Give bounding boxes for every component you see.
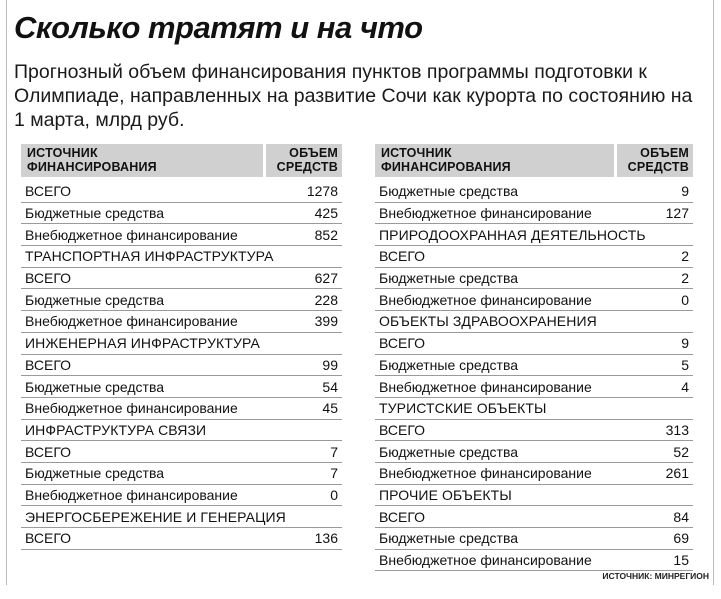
row-label: Бюджетные средства [25, 378, 165, 395]
row-label: Внебюджетное финансирование [379, 465, 592, 482]
table-row [375, 246, 693, 268]
row-label: ВСЕГО [379, 335, 426, 352]
row-label: Внебюджетное финансирование [379, 205, 592, 222]
header-value-column [266, 144, 342, 177]
row-label: ВСЕГО [25, 443, 72, 460]
page-title: Сколько тратят и на что [14, 10, 423, 45]
row-value: 627 [314, 270, 338, 287]
row-label: ПРОЧИЕ ОБЪЕКТЫ [379, 486, 512, 503]
header-source-line2: ФИНАНСИРОВАНИЯ [381, 160, 511, 174]
row-label: Бюджетные средства [25, 291, 165, 308]
row-label: Бюджетные средства [25, 465, 165, 482]
row-value: 9 [681, 335, 689, 352]
row-label: ВСЕГО [25, 183, 72, 200]
row-value: 45 [322, 400, 338, 417]
row-label: ВСЕГО [25, 270, 72, 287]
table-row [21, 485, 342, 507]
row-label: ТУРИСТСКИЕ ОБЪЕКТЫ [379, 400, 547, 417]
row-label: ВСЕГО [379, 248, 426, 265]
table-row [21, 355, 342, 377]
row-value: 4 [681, 378, 689, 395]
table-row [375, 289, 693, 311]
table-row [21, 398, 342, 420]
row-label: Бюджетные средства [379, 443, 519, 460]
row-value: 228 [314, 291, 338, 308]
row-label: Бюджетные средства [25, 205, 165, 222]
table-row [21, 463, 342, 485]
table-row [375, 441, 693, 463]
table-row [375, 355, 693, 377]
table-row [375, 376, 693, 398]
table-row [21, 376, 342, 398]
row-value: 54 [322, 378, 338, 395]
row-label: Внебюджетное финансирование [25, 226, 238, 243]
table-row [375, 181, 693, 203]
row-value: 69 [673, 530, 689, 547]
table-row [375, 528, 693, 550]
table-row [375, 550, 693, 572]
subtitle: Прогнозный объем финансирования пунктов программы подготовки к Олимпиаде, направленных на развитие Сочи как курорта по состоянию на 1 марта, млрд руб. [14, 61, 693, 131]
row-value: 99 [322, 356, 338, 373]
row-value: 313 [665, 421, 689, 438]
row-value: 7 [330, 443, 338, 460]
header-value-column [617, 144, 693, 177]
row-value: 852 [314, 226, 338, 243]
row-label: Бюджетные средства [379, 270, 519, 287]
table-row [21, 181, 342, 203]
row-label: ВСЕГО [25, 530, 72, 547]
category-row [21, 246, 342, 268]
header-source-line2: ФИНАНСИРОВАНИЯ [27, 160, 157, 174]
category-row [375, 485, 693, 507]
table-row [21, 268, 342, 290]
row-value: 2 [681, 248, 689, 265]
funding-table-left [21, 144, 342, 550]
row-value: 2 [681, 270, 689, 287]
row-value: 136 [314, 530, 338, 547]
row-value: 261 [665, 465, 689, 482]
table-row [21, 441, 342, 463]
header-source-column [21, 144, 263, 177]
funding-table-right [375, 144, 693, 571]
row-value: 84 [673, 508, 689, 525]
header-value-line1: ОБЪЕМ [640, 146, 689, 160]
row-value: 15 [673, 552, 689, 569]
header-value-line2: СРЕДСТВ [627, 160, 689, 174]
table-body [21, 181, 342, 550]
row-label: Внебюджетное финансирование [25, 486, 238, 503]
table-row [375, 333, 693, 355]
row-label: ИНФРАСТРУКТУРА СВЯЗИ [25, 421, 207, 438]
row-label: Внебюджетное финансирование [25, 313, 238, 330]
table-row [375, 420, 693, 442]
row-value: 425 [314, 205, 338, 222]
row-label: ЭНЕРГОСБЕРЕЖЕНИЕ И ГЕНЕРАЦИЯ [25, 508, 286, 525]
row-label: Бюджетные средства [379, 183, 519, 200]
row-label: Бюджетные средства [379, 530, 519, 547]
category-row [375, 224, 693, 246]
row-label: ВСЕГО [379, 508, 426, 525]
row-label: ВСЕГО [25, 356, 72, 373]
table-row [21, 289, 342, 311]
row-label: Бюджетные средства [379, 356, 519, 373]
table-row [21, 528, 342, 550]
row-value: 1278 [306, 183, 338, 200]
table-row [21, 224, 342, 246]
row-label: Внебюджетное финансирование [379, 291, 592, 308]
row-label: ВСЕГО [379, 421, 426, 438]
row-label: Внебюджетное финансирование [379, 552, 592, 569]
row-value: 127 [665, 205, 689, 222]
table-row [375, 203, 693, 225]
row-value: 399 [314, 313, 338, 330]
category-row [21, 420, 342, 442]
row-value: 5 [681, 356, 689, 373]
header-source-column [375, 144, 614, 177]
row-value: 0 [330, 486, 338, 503]
category-row [21, 333, 342, 355]
row-value: 52 [673, 443, 689, 460]
row-label: ОБЪЕКТЫ ЗДРАВООХРАНЕНИЯ [379, 313, 597, 330]
row-value: 9 [681, 183, 689, 200]
row-label: ТРАНСПОРТНАЯ ИНФРАСТРУКТУРА [25, 248, 274, 265]
row-label: ПРИРОДООХРАННАЯ ДЕЯТЕЛЬНОСТЬ [379, 226, 646, 243]
row-label: Внебюджетное финансирование [379, 378, 592, 395]
header-value-line2: СРЕДСТВ [276, 160, 338, 174]
header-source-line1: ИСТОЧНИК [381, 146, 452, 160]
table-header [375, 144, 693, 177]
header-value-line1: ОБЪЕМ [289, 146, 338, 160]
category-row [375, 311, 693, 333]
row-label: Внебюджетное финансирование [25, 400, 238, 417]
table-row [21, 203, 342, 225]
category-row [21, 506, 342, 528]
table-row [375, 463, 693, 485]
table-body [375, 181, 693, 571]
source-note: ИСТОЧНИК: МИНРЕГИОН [602, 571, 709, 581]
category-row [375, 398, 693, 420]
table-row [375, 268, 693, 290]
table-row [375, 506, 693, 528]
table-header [21, 144, 342, 177]
row-value: 7 [330, 465, 338, 482]
row-label: ИНЖЕНЕРНАЯ ИНФРАСТРУКТУРА [25, 335, 260, 352]
table-row [21, 311, 342, 333]
header-source-line1: ИСТОЧНИК [27, 146, 98, 160]
row-value: 0 [681, 291, 689, 308]
